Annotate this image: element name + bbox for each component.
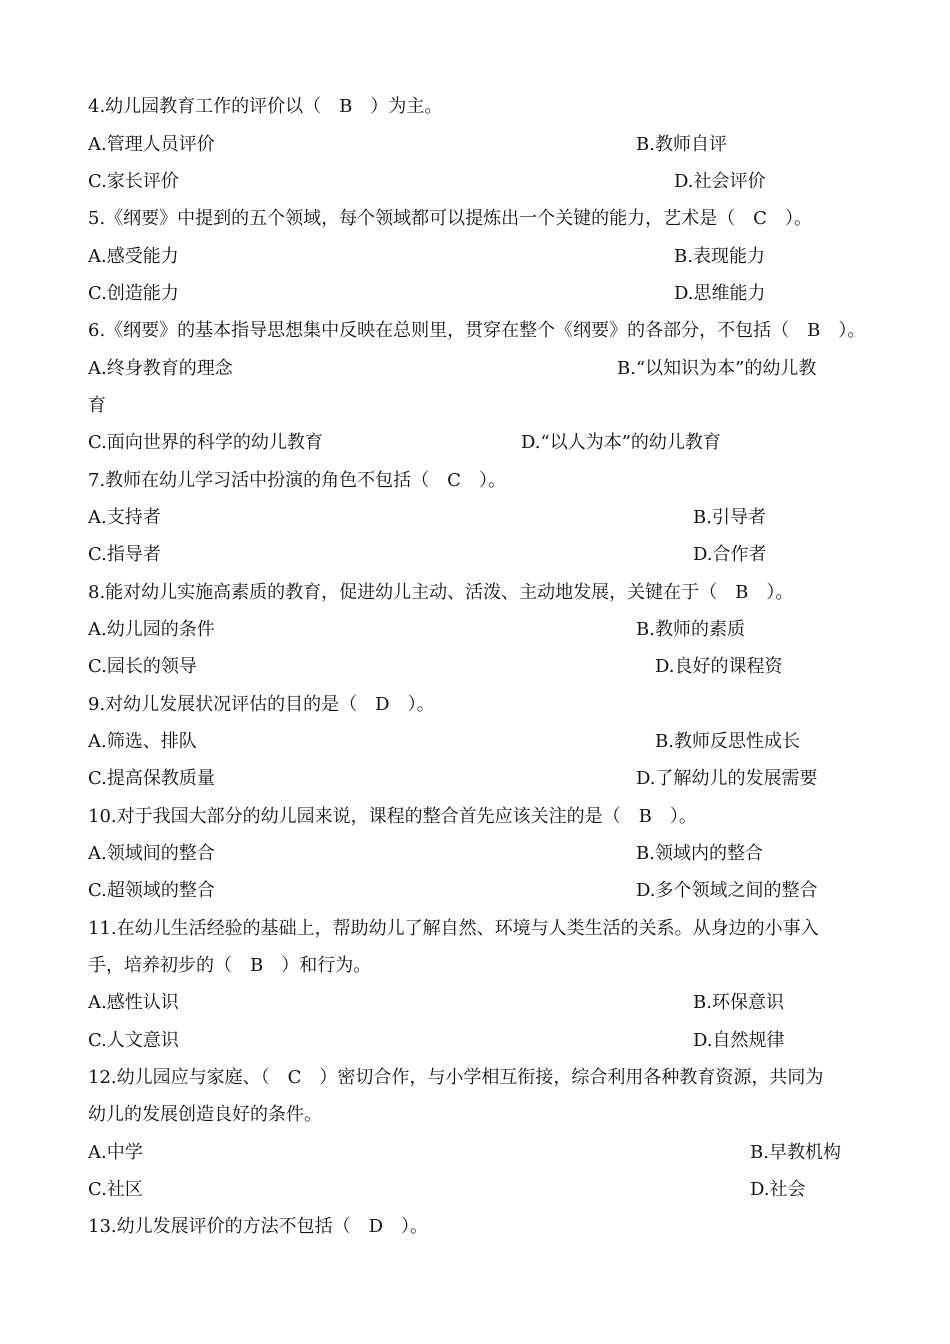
question-8-option-d: D.良好的课程资 [655, 656, 783, 677]
question-11-stem: 11.在幼儿生活经验的基础上，帮助幼儿了解自然、环境与人类生活的关系。从身边的小事入 [88, 918, 819, 939]
question-5-option-a: A.感受能力 [88, 246, 179, 267]
question-10-option-b: B.领域内的整合 [636, 843, 763, 864]
question-12-option-c: C.社区 [88, 1179, 143, 1200]
question-5-option-b: B.表现能力 [674, 246, 765, 267]
question-6-option-c: C.面向世界的科学的幼儿教育 [88, 432, 323, 453]
question-7-stem: 7.教师在幼儿学习活中扮演的角色不包括（ C ）。 [88, 470, 506, 491]
question-9-stem: 9.对幼儿发展状况评估的目的是（ D ）。 [88, 694, 435, 715]
question-7-option-d: D.合作者 [693, 544, 767, 565]
question-7-option-c: C.指导者 [88, 544, 161, 565]
question-11-option-d: D.自然规律 [693, 1030, 785, 1051]
question-6-stem: 6.《纲要》的基本指导思想集中反映在总则里，贯穿在整个《纲要》的各部分，不包括（ B ）。 [88, 320, 866, 341]
question-6-option-b-wrap: 育 [88, 395, 106, 416]
question-4-stem: 4.幼儿园教育工作的评价以（ B ）为主。 [88, 96, 443, 117]
question-9-option-c: C.提高保教质量 [88, 768, 215, 789]
question-10-option-c: C.超领域的整合 [88, 880, 215, 901]
question-13-stem: 13.幼儿发展评价的方法不包括（ D ）。 [88, 1216, 429, 1237]
question-11-stem-cont: 手，培养初步的（ B ）和行为。 [88, 955, 372, 976]
question-10-option-d: D.多个领域之间的整合 [636, 880, 818, 901]
question-6-option-d: D.“以人为本”的幼儿教育 [521, 432, 721, 453]
question-4-option-c: C.家长评价 [88, 171, 179, 192]
question-8-stem: 8.能对幼儿实施高素质的教育，促进幼儿主动、活泼、主动地发展，关键在于（ B ）。 [88, 582, 794, 603]
question-12-option-b: B.早教机构 [750, 1142, 841, 1163]
question-8-option-b: B.教师的素质 [636, 619, 745, 640]
question-6-option-b: B.“以知识为本”的幼儿教 [617, 358, 817, 379]
question-4-option-a: A.管理人员评价 [88, 134, 215, 155]
question-8-option-a: A.幼儿园的条件 [88, 619, 215, 640]
question-11-option-a: A.感性认识 [88, 992, 179, 1013]
question-12-option-d: D.社会 [750, 1179, 806, 1200]
question-4-option-d: D.社会评价 [674, 171, 766, 192]
question-12-stem: 12.幼儿园应与家庭、（ C ）密切合作，与小学相互衔接，综合利用各种教育资源，共同为 [88, 1067, 824, 1088]
question-11-option-c: C.人文意识 [88, 1030, 179, 1051]
question-5-stem: 5.《纲要》中提到的五个领域，每个领域都可以提炼出一个关键的能力，艺术是（ C ）。 [88, 208, 812, 229]
question-12-option-a: A.中学 [88, 1142, 143, 1163]
question-9-option-b: B.教师反思性成长 [655, 731, 800, 752]
question-7-option-b: B.引导者 [693, 507, 766, 528]
question-10-option-a: A.领域间的整合 [88, 843, 215, 864]
question-10-stem: 10.对于我国大部分的幼儿园来说，课程的整合首先应该关注的是（ B ）。 [88, 806, 697, 827]
question-5-option-d: D.思维能力 [674, 283, 766, 304]
question-12-stem-cont: 幼儿的发展创造良好的条件。 [88, 1104, 322, 1125]
question-6-option-a: A.终身教育的理念 [88, 358, 233, 379]
question-4-option-b: B.教师自评 [636, 134, 727, 155]
question-9-option-d: D.了解幼儿的发展需要 [636, 768, 818, 789]
question-11-option-b: B.环保意识 [693, 992, 784, 1013]
question-7-option-a: A.支持者 [88, 507, 161, 528]
question-5-option-c: C.创造能力 [88, 283, 179, 304]
question-9-option-a: A.筛选、排队 [88, 731, 197, 752]
question-8-option-c: C.园长的领导 [88, 656, 197, 677]
